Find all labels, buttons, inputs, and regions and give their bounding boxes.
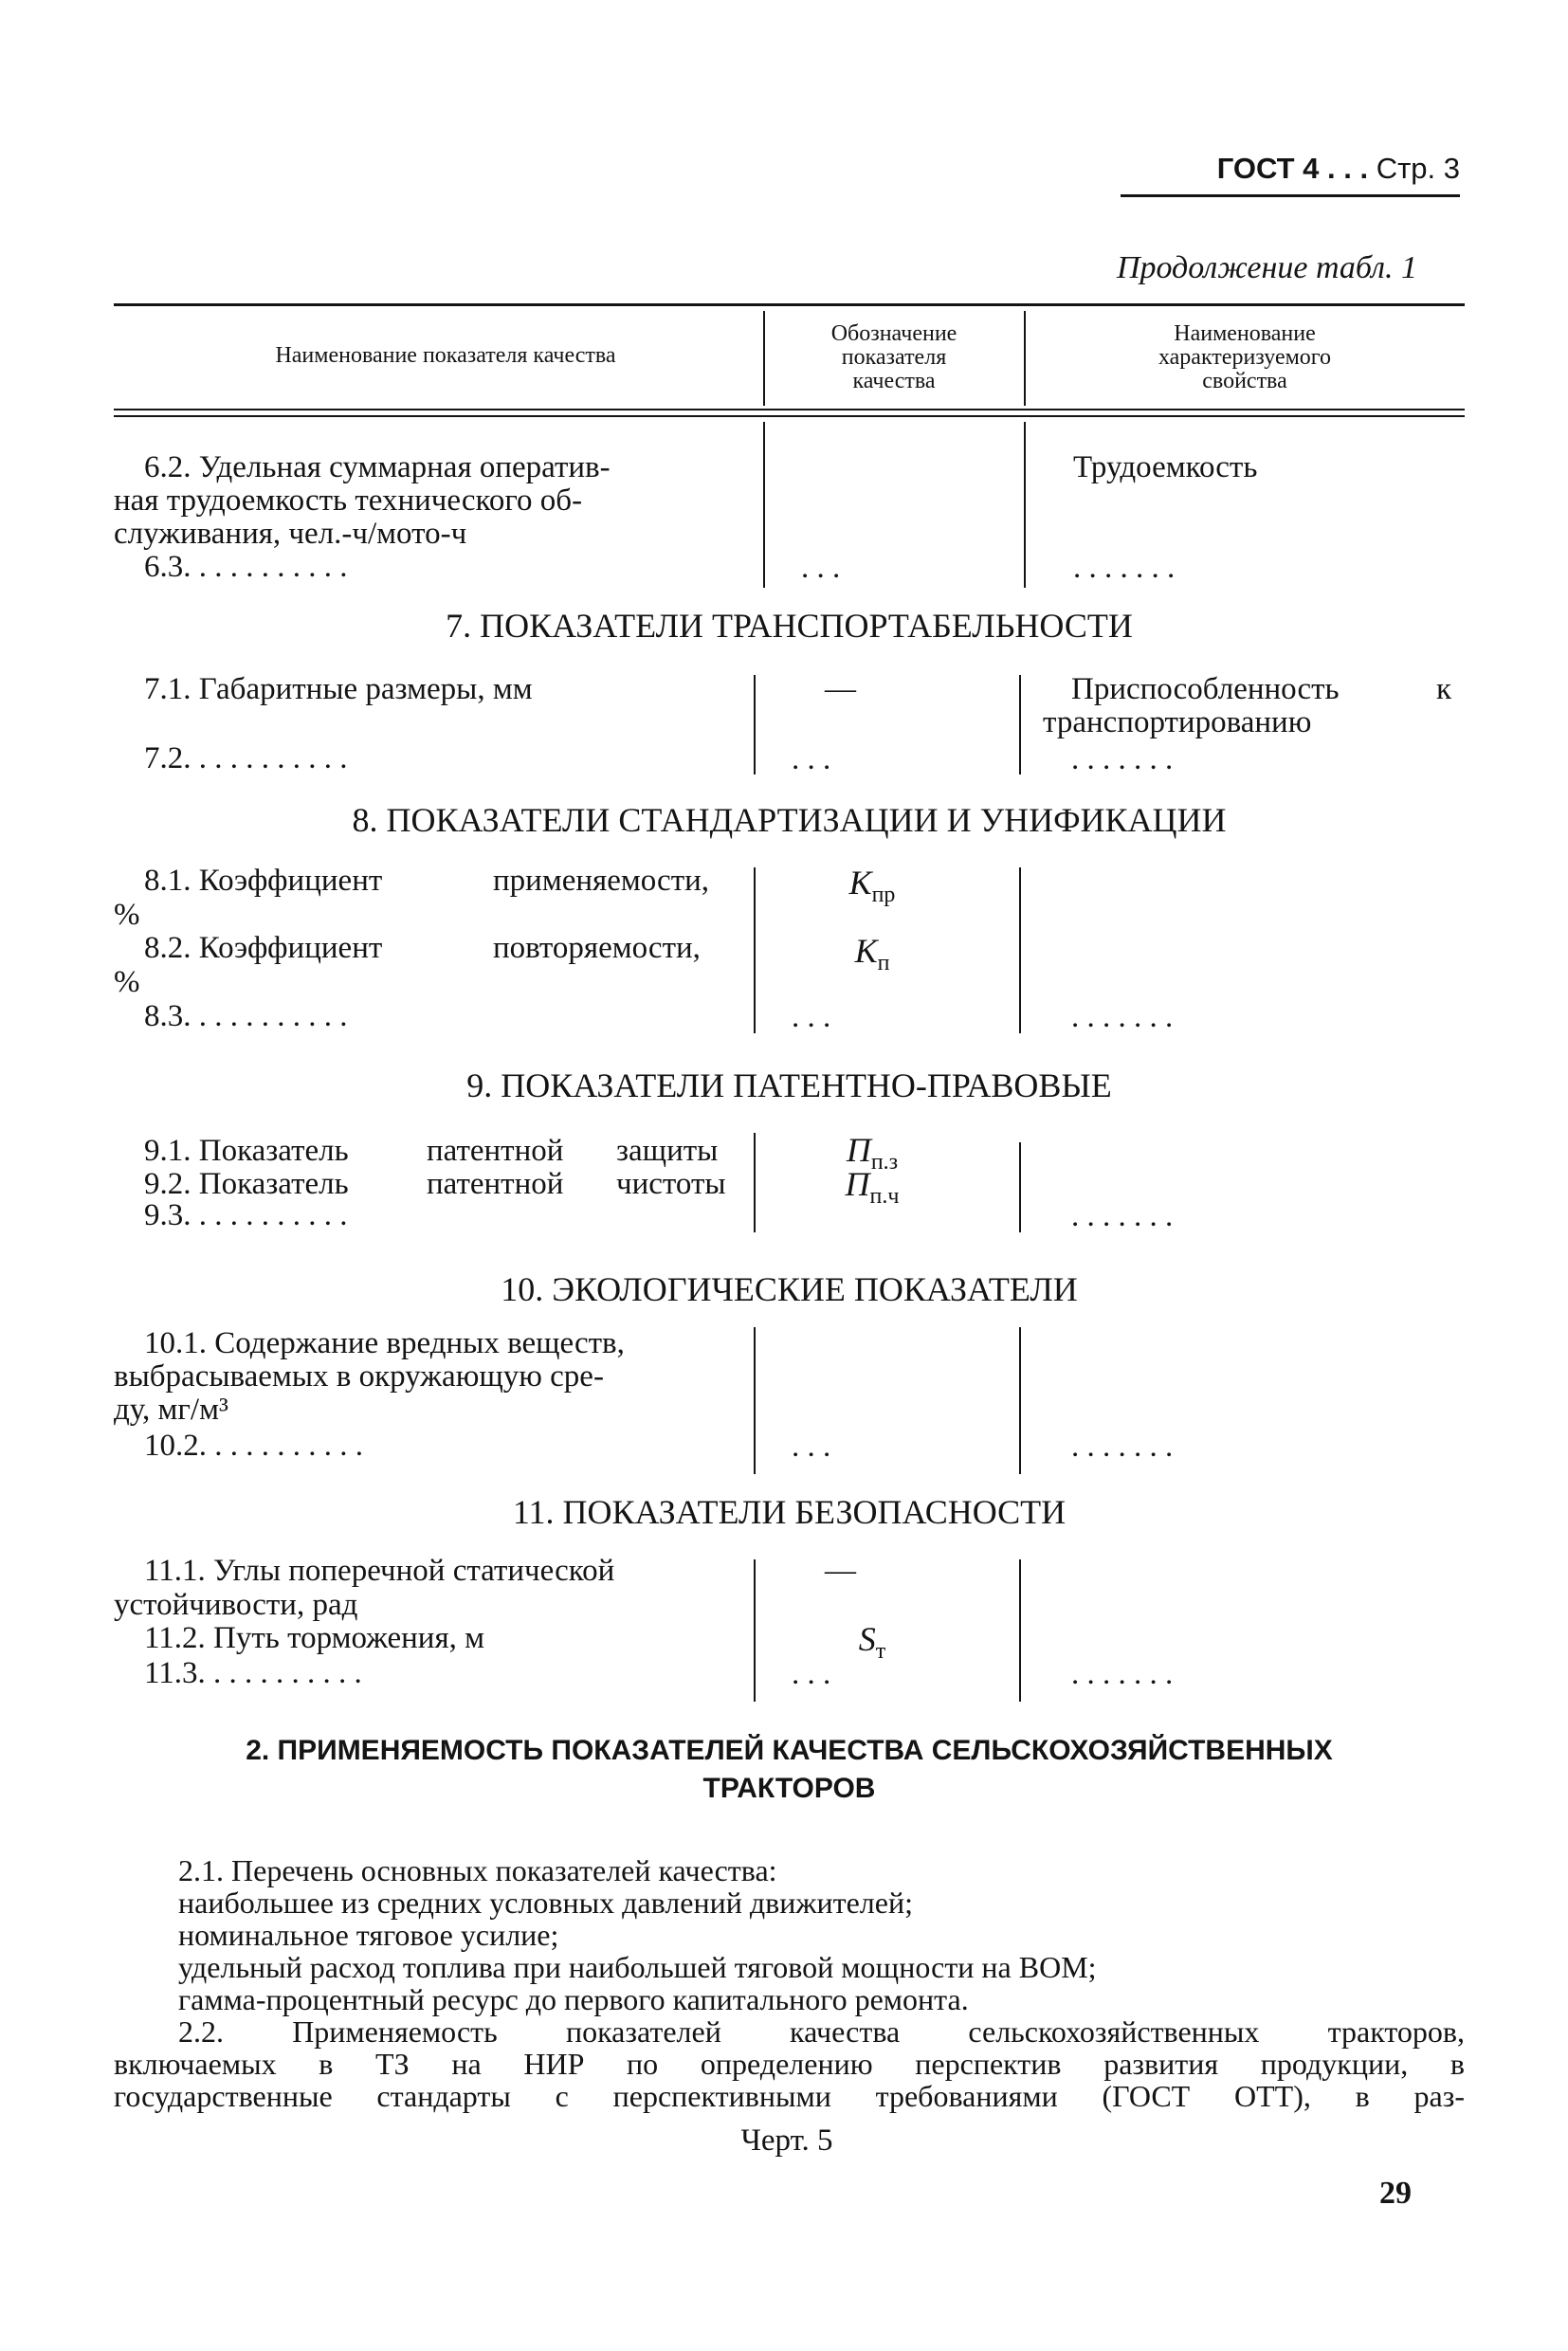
row-6-3-number: [144, 551, 348, 584]
row-11-1-designation: —: [825, 1554, 856, 1588]
symbol-subscript: п.ч: [869, 1184, 900, 1210]
row-10-2-number: [144, 1430, 363, 1463]
row-9-3-number: [144, 1199, 348, 1232]
table-header-rule: [114, 409, 1465, 410]
symbol-subscript: п.з: [870, 1150, 899, 1176]
section-2-title-line: 2. ПРИМЕНЯЕМОСТЬ ПОКАЗАТЕЛЕЙ КАЧЕСТВА СЕЛЬСКОХОЗЯЙСТВЕННЫХ: [246, 1735, 1333, 1766]
leader-dots: . . . . . . . . . . .: [198, 1429, 363, 1463]
section-7-title: 7. ПОКАЗАТЕЛИ ТРАНСПОРТАБЕЛЬНОСТИ: [446, 607, 1133, 645]
row-6-2-line: служивания, чел.-ч/мото-ч: [114, 517, 467, 551]
symbol-subscript: п: [877, 951, 890, 976]
header-divider: [1024, 311, 1026, 406]
table-top-rule: [114, 303, 1465, 306]
designation-dots: . . .: [792, 1657, 831, 1691]
row-11-2-designation: [815, 1619, 929, 1665]
leader-dots: . . . . . . . . . . .: [183, 999, 348, 1033]
column-divider: [1019, 675, 1021, 775]
symbol-subscript: т: [875, 1639, 886, 1665]
section-11-title: 11. ПОКАЗАТЕЛИ БЕЗОПАСНОСТИ: [512, 1493, 1067, 1531]
paragraph-line: 2.2. Применяемость показателей качества сельскохозяйственных тракторов,: [178, 2014, 1465, 2049]
row-6-2-line: 6.2. Удельная суммарная оператив-: [144, 450, 611, 484]
section-2-title-line: ТРАКТОРОВ: [702, 1773, 876, 1804]
column-divider: [754, 1327, 756, 1474]
row-9-1-label-3: защиты: [616, 1134, 719, 1168]
column-divider: [754, 867, 756, 1033]
col2-line: Обозначение: [830, 321, 957, 346]
row-7-1-property-k: к: [1436, 672, 1452, 706]
col3-line: Наименование: [1174, 321, 1316, 346]
row-10-1-line: выбрасываемых в окружающую сре-: [114, 1359, 604, 1394]
column-divider: [754, 1133, 756, 1232]
designation-dots: . . .: [801, 551, 841, 585]
row-8-3-number: [144, 1000, 348, 1033]
paragraph-line: гамма-процентный ресурс до первого капитального ремонта.: [178, 1982, 969, 2016]
designation-dots: . . .: [792, 742, 831, 776]
row-8-2-label-2: повторяемости,: [493, 931, 701, 965]
row-9-2-designation: [815, 1164, 929, 1210]
col2-line: качества: [852, 369, 936, 393]
row-9-2-label-2: патентной: [427, 1167, 564, 1201]
leader-dots: . . . . . . . . . . .: [183, 550, 348, 584]
row-number: 7.2: [144, 741, 184, 775]
gost-designation: ГОСТ 4 . . .: [1216, 152, 1369, 185]
symbol-base: K: [854, 932, 878, 970]
col2-line: показателя: [841, 345, 947, 370]
row-8-1-unit: %: [114, 898, 140, 932]
paragraph-line: наибольшее из средних условных давлений движителей;: [178, 1886, 913, 1920]
column-divider: [1024, 422, 1026, 588]
row-number: 6.3: [144, 550, 184, 584]
property-dots: . . . . . . .: [1073, 551, 1176, 585]
designation-dots: . . .: [792, 1000, 831, 1034]
section-9-title: 9. ПОКАЗАТЕЛИ ПАТЕНТНО-ПРАВОВЫЕ: [466, 1066, 1112, 1104]
row-9-1-label-2: патентной: [427, 1134, 564, 1168]
row-7-1-label: 7.1. Габаритные размеры, мм: [144, 672, 533, 706]
row-8-1-label: 8.1. Коэффициент: [144, 864, 383, 898]
row-8-1-designation: [815, 863, 929, 908]
section-8-title: 8. ПОКАЗАТЕЛИ СТАНДАРТИЗАЦИИ И УНИФИКАЦИИ: [352, 801, 1227, 839]
paragraph-line: включаемых в ТЗ на НИР по определению перспектив развития продукции, в: [114, 2047, 1465, 2081]
column-divider: [754, 675, 756, 775]
row-number: 10.2: [144, 1429, 199, 1463]
paragraph-line: государственные стандарты с перспективными требованиями (ГОСТ ОТТ), в раз-: [114, 2079, 1465, 2113]
symbol-base: S: [858, 1620, 876, 1658]
designation-dots: . . .: [792, 1430, 831, 1464]
row-8-2-designation: [815, 931, 929, 976]
column-divider: [1019, 1142, 1021, 1232]
leader-dots: . . . . . . . . . . .: [183, 1198, 348, 1232]
row-11-1-line: 11.1. Углы поперечной статической: [144, 1554, 615, 1588]
column-header-property: [1030, 322, 1460, 393]
header-rule: [1121, 194, 1460, 197]
symbol-base: K: [848, 864, 872, 902]
row-9-2-label: 9.2. Показатель: [144, 1167, 349, 1201]
column-divider: [763, 422, 765, 588]
property-dots: . . . . . . .: [1071, 1657, 1174, 1691]
row-8-2-unit: %: [114, 965, 140, 999]
table-header-rule: [114, 415, 1465, 417]
property-dots: . . . . . . .: [1071, 1000, 1174, 1034]
row-7-2-number: [144, 742, 348, 775]
row-9-1-label: 9.1. Показатель: [144, 1134, 349, 1168]
chart-reference: Черт. 5: [740, 2123, 833, 2158]
row-8-2-label: 8.2. Коэффициент: [144, 931, 383, 965]
row-number: 11.3: [144, 1656, 198, 1690]
row-6-2-line: ная трудоемкость технического об-: [114, 483, 583, 518]
row-11-2-label: 11.2. Путь торможения, м: [144, 1621, 485, 1655]
property-dots: . . . . . . .: [1071, 1199, 1174, 1233]
symbol-base: П: [845, 1165, 870, 1203]
symbol-subscript: пр: [871, 883, 896, 908]
row-6-2-property: Трудоемкость: [1073, 450, 1258, 484]
leader-dots: . . . . . . . . . . .: [197, 1656, 362, 1690]
header-divider: [763, 311, 765, 406]
paragraph-line: номинальное тяговое усилие;: [178, 1918, 559, 1952]
row-10-1-line: 10.1. Содержание вредных веществ,: [144, 1326, 625, 1360]
page-label: Стр. 3: [1376, 152, 1460, 185]
symbol-base: П: [846, 1131, 871, 1169]
paragraph-line: удельный расход топлива при наибольшей тяговой мощности на ВОМ;: [178, 1950, 1097, 1984]
page-number: 29: [1379, 2176, 1412, 2211]
column-divider: [1019, 1559, 1021, 1702]
row-11-3-number: [144, 1657, 362, 1690]
row-7-1-designation: —: [825, 672, 856, 706]
section-2-title: [114, 1732, 1465, 1808]
property-dots: . . . . . . .: [1071, 742, 1174, 776]
row-8-1-label-2: применяемости,: [493, 864, 710, 898]
column-divider: [1019, 1327, 1021, 1474]
table-continuation-label: Продолжение табл. 1: [1116, 250, 1417, 285]
row-7-1-property: Приспособленность: [1071, 672, 1340, 706]
row-10-1-line: ду, мг/м³: [114, 1393, 228, 1427]
property-dots: . . . . . . .: [1071, 1430, 1174, 1464]
row-11-1-line: устойчивости, рад: [114, 1588, 358, 1622]
paragraph-line: 2.1. Перечень основных показателей качества:: [178, 1853, 777, 1887]
leader-dots: . . . . . . . . . . .: [183, 741, 348, 775]
row-number: 9.3: [144, 1198, 184, 1232]
page-header: [1090, 152, 1460, 186]
column-header-name: Наименование показателя качества: [275, 343, 616, 368]
section-10-title: 10. ЭКОЛОГИЧЕСКИЕ ПОКАЗАТЕЛИ: [501, 1270, 1078, 1308]
col3-line: свойства: [1202, 369, 1287, 393]
row-7-1-property-2: транспортированию: [1043, 705, 1312, 739]
col3-line: характеризуемого: [1158, 345, 1332, 370]
column-header-designation: [770, 322, 1018, 393]
column-divider: [1019, 867, 1021, 1033]
row-9-2-label-3: чистоты: [616, 1167, 726, 1201]
column-divider: [754, 1559, 756, 1702]
row-number: 8.3: [144, 999, 184, 1033]
